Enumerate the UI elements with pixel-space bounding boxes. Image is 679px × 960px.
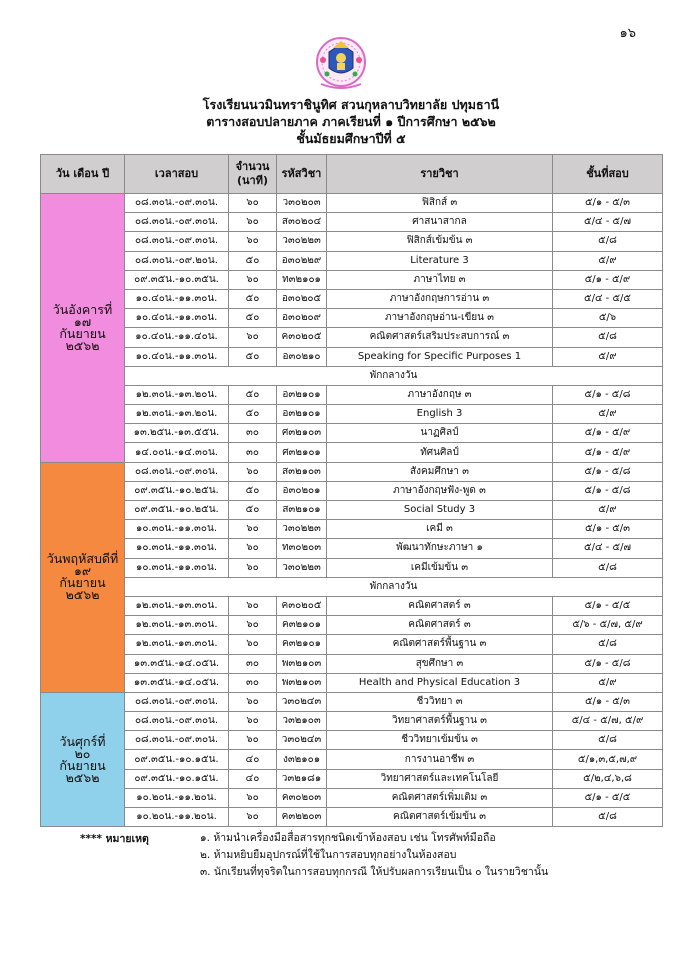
exam-duration: ๖๐	[229, 462, 277, 481]
subject-name: ภาษาอังกฤษฟัง-พูด ๓	[327, 481, 553, 500]
subject-code: อ๓๐๒๐๑	[277, 481, 327, 500]
notes-label: **** หมายเหตุ	[80, 833, 149, 845]
table-row	[41, 558, 663, 577]
exam-room: ๕/๔ - ๕/๗	[553, 539, 663, 558]
subject-name: Health and Physical Education 3	[327, 673, 553, 692]
table-row	[41, 462, 663, 481]
table-row	[41, 712, 663, 731]
exam-time: ๐๘.๓๐น.-๐๙.๓๐น.	[125, 232, 229, 251]
subject-name: การงานอาชีพ ๓	[327, 750, 553, 769]
table-row	[41, 232, 663, 251]
exam-room: ๕/๙	[553, 251, 663, 270]
table-row	[41, 596, 663, 615]
exam-room: ๕/๔ - ๕/๗	[553, 213, 663, 232]
subject-name: วิทยาศาสตร์และเทคโนโลยี	[327, 769, 553, 788]
exam-day-line: กันยายน	[59, 575, 106, 591]
exam-duration: ๕๐	[229, 347, 277, 366]
subject-code: ส๓๒๑๐๑	[277, 501, 327, 520]
subject-code: ว๓๐๒๒๓	[277, 520, 327, 539]
lunch-break-label: พักกลางวัน	[125, 577, 663, 596]
lunch-break-row	[41, 366, 663, 385]
subject-code: อ๓๐๒๒๙	[277, 251, 327, 270]
exam-room: ๕/๑ - ๕/๓	[553, 692, 663, 711]
exam-time: ๐๙.๓๕น.-๑๐.๑๕น.	[125, 750, 229, 769]
notes-list	[200, 830, 640, 881]
exam-day-line: กันยายน	[59, 325, 106, 341]
subject-code: ศ๓๒๑๐๑	[277, 443, 327, 462]
exam-time: ๑๓.๒๕น.-๑๓.๕๕น.	[125, 424, 229, 443]
table-row	[41, 750, 663, 769]
subject-name: ภาษาอังกฤษ ๓	[327, 385, 553, 404]
subject-name: คณิตศาสตร์เข้มข้น ๓	[327, 808, 553, 827]
subject-name: สังคมศึกษา ๓	[327, 462, 553, 481]
subject-name: ฟิสิกส์เข้มข้น ๓	[327, 232, 553, 251]
table-row	[41, 405, 663, 424]
exam-time: ๐๘.๓๐น.-๐๙.๓๐น.	[125, 712, 229, 731]
exam-duration: ๖๐	[229, 731, 277, 750]
lunch-break-label: พักกลางวัน	[125, 366, 663, 385]
table-row	[41, 616, 663, 635]
exam-time: ๑๒.๓๐น.-๑๓.๒๐น.	[125, 405, 229, 424]
exam-duration: ๖๐	[229, 539, 277, 558]
exam-day-line: วันอังคารที่	[52, 301, 113, 317]
exam-time: ๑๐.๓๐น.-๑๑.๓๐น.	[125, 539, 229, 558]
table-row	[41, 270, 663, 289]
table-row	[41, 808, 663, 827]
table-row	[41, 501, 663, 520]
exam-room: ๕/๑ - ๕/๘	[553, 481, 663, 500]
exam-day-line: วันพฤหัสบดีที่	[46, 551, 119, 567]
document-header	[40, 96, 662, 147]
exam-time: ๐๙.๓๕น.-๑๐.๑๕น.	[125, 769, 229, 788]
subject-code: พ๓๒๑๐๓	[277, 673, 327, 692]
exam-duration: ๕๐	[229, 385, 277, 404]
table-row	[41, 788, 663, 807]
exam-room: ๕/๑ - ๕/๕	[553, 596, 663, 615]
exam-room: ๕/๑,๓,๕,๗,๙	[553, 750, 663, 769]
exam-room: ๕/๑ - ๕/๓	[553, 194, 663, 213]
subject-name: พัฒนาทักษะภาษา ๑	[327, 539, 553, 558]
table-row	[41, 424, 663, 443]
exam-room: ๕/๙	[553, 673, 663, 692]
subject-code: ค๓๒๑๐๑	[277, 635, 327, 654]
subject-code: ค๓๒๑๐๑	[277, 616, 327, 635]
exam-time: ๑๒.๓๐น.-๑๓.๓๐น.	[125, 596, 229, 615]
subject-code: ว๓๒๑๐๓	[277, 712, 327, 731]
exam-room: ๕/๔ - ๕/๕	[553, 289, 663, 308]
exam-room: ๕/๙	[553, 347, 663, 366]
exam-time: ๐๘.๓๐น.-๐๙.๓๐น.	[125, 194, 229, 213]
exam-time: ๐๙.๓๕น.-๑๐.๒๕น.	[125, 481, 229, 500]
subject-name: Literature 3	[327, 251, 553, 270]
subject-name: คณิตศาสตร์ ๓	[327, 596, 553, 615]
subject-name: นาฏศิลป์	[327, 424, 553, 443]
subject-code: ส๓๒๑๐๓	[277, 462, 327, 481]
table-row	[41, 520, 663, 539]
exam-day-line: ๒๕๖๒	[65, 769, 100, 785]
table-row	[41, 194, 663, 213]
subject-code: ศ๓๒๑๐๓	[277, 424, 327, 443]
subject-code: ท๓๐๒๐๓	[277, 539, 327, 558]
exam-time: ๑๐.๓๐น.-๑๑.๓๐น.	[125, 558, 229, 577]
exam-day-cell	[41, 692, 125, 826]
exam-room: ๕/๑ - ๕/๘	[553, 654, 663, 673]
exam-room: ๕/๙	[553, 405, 663, 424]
note-item: ๒. ห้ามหยิบยืมอุปกรณ์ที่ใช้ในการสอบทุกอย่างในห้องสอบ	[200, 849, 457, 861]
exam-time: ๑๒.๓๐น.-๑๓.๓๐น.	[125, 635, 229, 654]
school-name: โรงเรียนนวมินทราชินูทิศ สวนกุหลาบวิทยาลัย ปทุมธานี	[202, 97, 500, 112]
exam-day-line: กันยายน	[59, 757, 106, 773]
subject-name: ภาษาอังกฤษอ่าน-เขียน ๓	[327, 309, 553, 328]
exam-duration: ๖๐	[229, 616, 277, 635]
subject-code: ว๓๒๑๘๑	[277, 769, 327, 788]
table-row	[41, 654, 663, 673]
table-row	[41, 347, 663, 366]
exam-room: ๕/๖	[553, 309, 663, 328]
exam-time: ๑๓.๓๕น.-๑๔.๐๕น.	[125, 654, 229, 673]
exam-duration: ๖๐	[229, 712, 277, 731]
subject-code: ค๓๐๒๐๕	[277, 596, 327, 615]
exam-day-line: ๒๕๖๒	[65, 587, 100, 603]
subject-code: อ๓๐๒๐๕	[277, 289, 327, 308]
subject-code: พ๓๒๑๐๓	[277, 654, 327, 673]
exam-duration: ๖๐	[229, 194, 277, 213]
table-row	[41, 251, 663, 270]
subject-name: วิทยาศาสตร์พื้นฐาน ๓	[327, 712, 553, 731]
exam-day-line: ๑๙	[73, 563, 92, 579]
exam-day-cell	[41, 194, 125, 463]
subject-name: คณิตศาสตร์เพิ่มเติม ๓	[327, 788, 553, 807]
exam-room: ๕/๖ - ๕/๗, ๕/๙	[553, 616, 663, 635]
subject-name: ภาษาไทย ๓	[327, 270, 553, 289]
exam-room: ๕/๑ - ๕/๓	[553, 520, 663, 539]
subject-code: ค๓๐๒๐๓	[277, 788, 327, 807]
exam-room: ๕/๘	[553, 731, 663, 750]
exam-time: ๐๙.๓๕น.-๑๐.๓๕น.	[125, 270, 229, 289]
subject-name: English 3	[327, 405, 553, 424]
exam-day-line: วันศุกร์ที่	[59, 733, 106, 749]
exam-duration: ๖๐	[229, 596, 277, 615]
exam-duration: ๔๐	[229, 750, 277, 769]
exam-duration: ๖๐	[229, 520, 277, 539]
page-number: ๑๖	[619, 26, 636, 41]
exam-time: ๐๙.๓๕น.-๑๐.๒๕น.	[125, 501, 229, 520]
subject-name: ภาษาอังกฤษการอ่าน ๓	[327, 289, 553, 308]
exam-day-line: ๒๕๖๒	[65, 337, 100, 353]
exam-duration: ๕๐	[229, 309, 277, 328]
subject-code: ว๓๐๒๔๓	[277, 731, 327, 750]
exam-day-line: ๒๐	[74, 745, 91, 761]
column-header-subject: รายวิชา	[327, 155, 553, 194]
exam-room: ๕/๘	[553, 328, 663, 347]
exam-duration: ๖๐	[229, 635, 277, 654]
subject-name: คณิตศาสตร์พื้นฐาน ๓	[327, 635, 553, 654]
exam-time: ๐๘.๓๐น.-๐๙.๓๐น.	[125, 731, 229, 750]
exam-room: ๕/๘	[553, 558, 663, 577]
table-row	[41, 539, 663, 558]
subject-name: ชีววิทยาเข้มข้น ๓	[327, 731, 553, 750]
table-header-row	[41, 155, 663, 194]
exam-room: ๕/๑ - ๕/๙	[553, 270, 663, 289]
table-row	[41, 443, 663, 462]
subject-code: อ๓๒๑๐๑	[277, 405, 327, 424]
subject-code: ว๓๐๒๐๓	[277, 194, 327, 213]
table-row	[41, 769, 663, 788]
exam-time: ๑๐.๒๐น.-๑๑.๒๐น.	[125, 808, 229, 827]
note-item: ๓. นักเรียนที่ทุจริตในการสอบทุกกรณี ให้ปรับผลการเรียนเป็น ๐ ในรายวิชานั้น	[200, 866, 549, 878]
exam-duration: ๖๐	[229, 270, 277, 289]
exam-room: ๕/๑ - ๕/๘	[553, 385, 663, 404]
exam-room: ๕/๘	[553, 808, 663, 827]
exam-time: ๑๒.๓๐น.-๑๓.๒๐น.	[125, 385, 229, 404]
exam-time: ๑๓.๓๕น.-๑๔.๐๕น.	[125, 673, 229, 692]
subject-name: Social Study 3	[327, 501, 553, 520]
exam-duration: ๖๐	[229, 213, 277, 232]
schedule-body	[41, 194, 663, 827]
subject-code: ง๓๒๑๐๑	[277, 750, 327, 769]
exam-time: ๑๔.๐๐น.-๑๔.๓๐น.	[125, 443, 229, 462]
subject-code: ว๓๐๒๔๓	[277, 692, 327, 711]
exam-day-cell	[41, 462, 125, 692]
lunch-break-row	[41, 577, 663, 596]
exam-duration: ๕๐	[229, 501, 277, 520]
exam-time: ๐๘.๓๐น.-๐๙.๓๐น.	[125, 213, 229, 232]
table-row	[41, 673, 663, 692]
exam-duration: ๕๐	[229, 481, 277, 500]
exam-time: ๑๐.๔๐น.-๑๑.๓๐น.	[125, 347, 229, 366]
column-header-duration: จำนวน (นาที)	[229, 155, 277, 194]
subject-name: ชีววิทยา ๓	[327, 692, 553, 711]
exam-time: ๐๘.๓๐น.-๐๙.๒๐น.	[125, 251, 229, 270]
subject-name: คณิตศาสตร์เสริมประสบการณ์ ๓	[327, 328, 553, 347]
column-header-time: เวลาสอบ	[125, 155, 229, 194]
exam-room: ๕/๔ - ๕/๗, ๕/๙	[553, 712, 663, 731]
exam-time: ๑๐.๓๐น.-๑๑.๓๐น.	[125, 520, 229, 539]
exam-duration: ๕๐	[229, 289, 277, 308]
subject-name: ทัศนศิลป์	[327, 443, 553, 462]
subject-code: อ๓๐๒๑๐	[277, 347, 327, 366]
exam-duration: ๓๐	[229, 443, 277, 462]
school-logo-icon	[309, 34, 373, 94]
exam-duration: ๔๐	[229, 769, 277, 788]
subject-code: ค๓๐๒๐๕	[277, 328, 327, 347]
subject-name: ฟิสิกส์ ๓	[327, 194, 553, 213]
subject-code: ว๓๐๒๒๓	[277, 232, 327, 251]
table-row	[41, 635, 663, 654]
subject-name: สุขศึกษา ๓	[327, 654, 553, 673]
subject-code: ว๓๐๒๒๓	[277, 558, 327, 577]
exam-duration: ๕๐	[229, 251, 277, 270]
exam-time: ๑๒.๓๐น.-๑๓.๓๐น.	[125, 616, 229, 635]
table-row	[41, 731, 663, 750]
exam-room: ๕/๘	[553, 635, 663, 654]
table-row	[41, 692, 663, 711]
column-header-day: วัน เดือน ปี	[41, 155, 125, 194]
exam-room: ๕/๒,๔,๖,๘	[553, 769, 663, 788]
exam-time: ๐๘.๓๐น.-๐๙.๓๐น.	[125, 692, 229, 711]
subject-name: ศาสนาสากล	[327, 213, 553, 232]
grade-level: ชั้นมัธยมศึกษาปีที่ ๕	[296, 131, 406, 146]
exam-duration: ๓๐	[229, 654, 277, 673]
subject-name: Speaking for Specific Purposes 1	[327, 347, 553, 366]
table-row	[41, 213, 663, 232]
document-title: ตารางสอบปลายภาค ภาคเรียนที่ ๑ ปีการศึกษา ๒๕๖๒	[206, 114, 496, 129]
subject-code: อ๓๐๒๐๙	[277, 309, 327, 328]
table-row	[41, 328, 663, 347]
exam-schedule-table	[40, 154, 663, 827]
exam-room: ๕/๑ - ๕/๙	[553, 443, 663, 462]
table-row	[41, 481, 663, 500]
subject-code: ท๓๒๑๐๑	[277, 270, 327, 289]
exam-duration: ๓๐	[229, 673, 277, 692]
exam-time: ๐๘.๓๐น.-๐๙.๓๐น.	[125, 462, 229, 481]
exam-time: ๑๐.๔๐น.-๑๑.๓๐น.	[125, 289, 229, 308]
note-item: ๑. ห้ามนำเครื่องมือสื่อสารทุกชนิดเข้าห้องสอบ เช่น โทรศัพท์มือถือ	[200, 832, 496, 844]
exam-duration: ๖๐	[229, 692, 277, 711]
subject-code: ส๓๐๒๐๔	[277, 213, 327, 232]
exam-time: ๑๐.๒๐น.-๑๑.๒๐น.	[125, 788, 229, 807]
exam-room: ๕/๑ - ๕/๕	[553, 788, 663, 807]
table-row	[41, 385, 663, 404]
table-row	[41, 289, 663, 308]
column-header-code: รหัสวิชา	[277, 155, 327, 194]
subject-name: เคมีเข้มข้น ๓	[327, 558, 553, 577]
exam-room: ๕/๑ - ๕/๘	[553, 462, 663, 481]
exam-duration: ๖๐	[229, 328, 277, 347]
exam-duration: ๕๐	[229, 405, 277, 424]
exam-duration: ๖๐	[229, 558, 277, 577]
exam-room: ๕/๑ - ๕/๙	[553, 424, 663, 443]
exam-duration: ๖๐	[229, 808, 277, 827]
exam-duration: ๖๐	[229, 232, 277, 251]
subject-name: คณิตศาสตร์ ๓	[327, 616, 553, 635]
subject-name: เคมี ๓	[327, 520, 553, 539]
exam-room: ๕/๘	[553, 232, 663, 251]
subject-code: อ๓๒๑๐๑	[277, 385, 327, 404]
exam-duration: ๖๐	[229, 788, 277, 807]
exam-day-line: ๑๗	[73, 313, 92, 329]
subject-code: ค๓๒๒๐๓	[277, 808, 327, 827]
exam-time: ๑๐.๔๐น.-๑๑.๔๐น.	[125, 328, 229, 347]
exam-time: ๑๐.๔๐น.-๑๑.๓๐น.	[125, 309, 229, 328]
column-header-room: ชั้นที่สอบ	[553, 155, 663, 194]
table-row	[41, 309, 663, 328]
exam-duration: ๓๐	[229, 424, 277, 443]
exam-room: ๕/๙	[553, 501, 663, 520]
